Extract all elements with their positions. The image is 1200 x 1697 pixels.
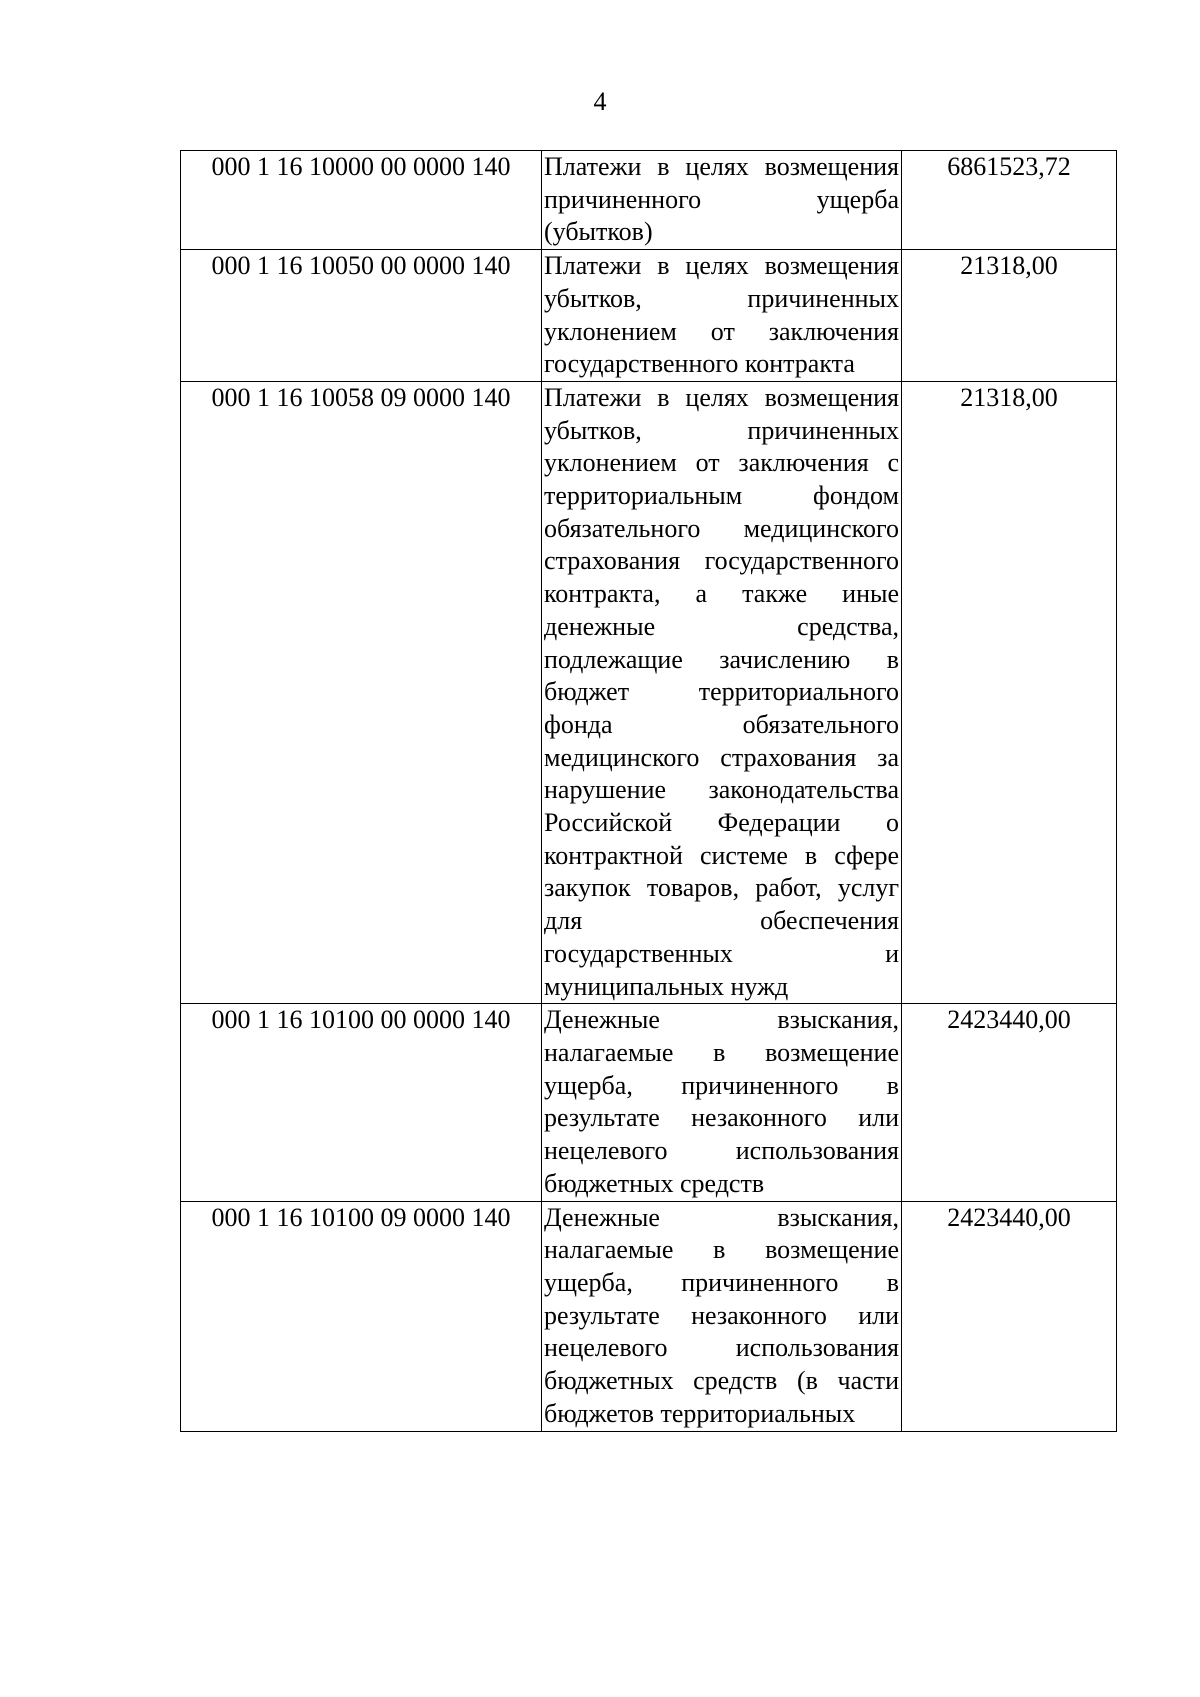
amount-cell: 21318,00: [902, 381, 1117, 1003]
revenue-name-cell: Платежи в целях возмещения причиненного ущерба (убытков): [542, 151, 902, 250]
revenue-name-text: Денежные взыскания, налагаемые в возмещение ущерба, причиненного в результате незаконного или нецелевого использования бюджетных средств (в части бюджетов территориальных: [544, 1202, 899, 1428]
budget-code-cell: 000 1 16 10000 00 0000 140: [181, 151, 542, 250]
revenue-name-cell: [542, 1201, 902, 1431]
table-row: [181, 381, 1117, 1003]
amount-cell: 2423440,00: [902, 1004, 1117, 1201]
revenue-name-cell: Платежи в целях возмещения убытков, причиненных уклонением от заключения государственного контракта: [542, 250, 902, 382]
table-row: [181, 250, 1117, 382]
budget-code-cell: 000 1 16 10050 00 0000 140: [181, 250, 542, 382]
revenue-name-cell: Денежные взыскания, налагаемые в возмещение ущерба, причиненного в результате незаконного или нецелевого использования бюджетных средств: [542, 1004, 902, 1201]
table-row: [181, 1201, 1117, 1431]
table-row: [181, 151, 1117, 250]
amount-cell: 21318,00: [902, 250, 1117, 382]
budget-revenue-table: [180, 150, 1117, 1432]
budget-code-cell: 000 1 16 10058 09 0000 140: [181, 381, 542, 1003]
budget-code-cell: 000 1 16 10100 09 0000 140: [181, 1201, 542, 1431]
amount-cell: 6861523,72: [902, 151, 1117, 250]
revenue-name-cell: Платежи в целях возмещения убытков, причиненных уклонением от заключения с территориальным фондом обязательного медицинского страхования государственного контракта, а также иные денежные средства, подлежащие зачислению в бюджет территориального фонда обязательного медицинского страхования за нарушение законодательства Российской Федерации о контрактной системе в сфере закупок товаров, работ, услуг для обеспечения государственных и муниципальных нужд: [542, 381, 902, 1003]
table-row: [181, 1004, 1117, 1201]
budget-code-cell: 000 1 16 10100 00 0000 140: [181, 1004, 542, 1201]
amount-cell: 2423440,00: [902, 1201, 1117, 1431]
page-number: 4: [593, 87, 607, 116]
